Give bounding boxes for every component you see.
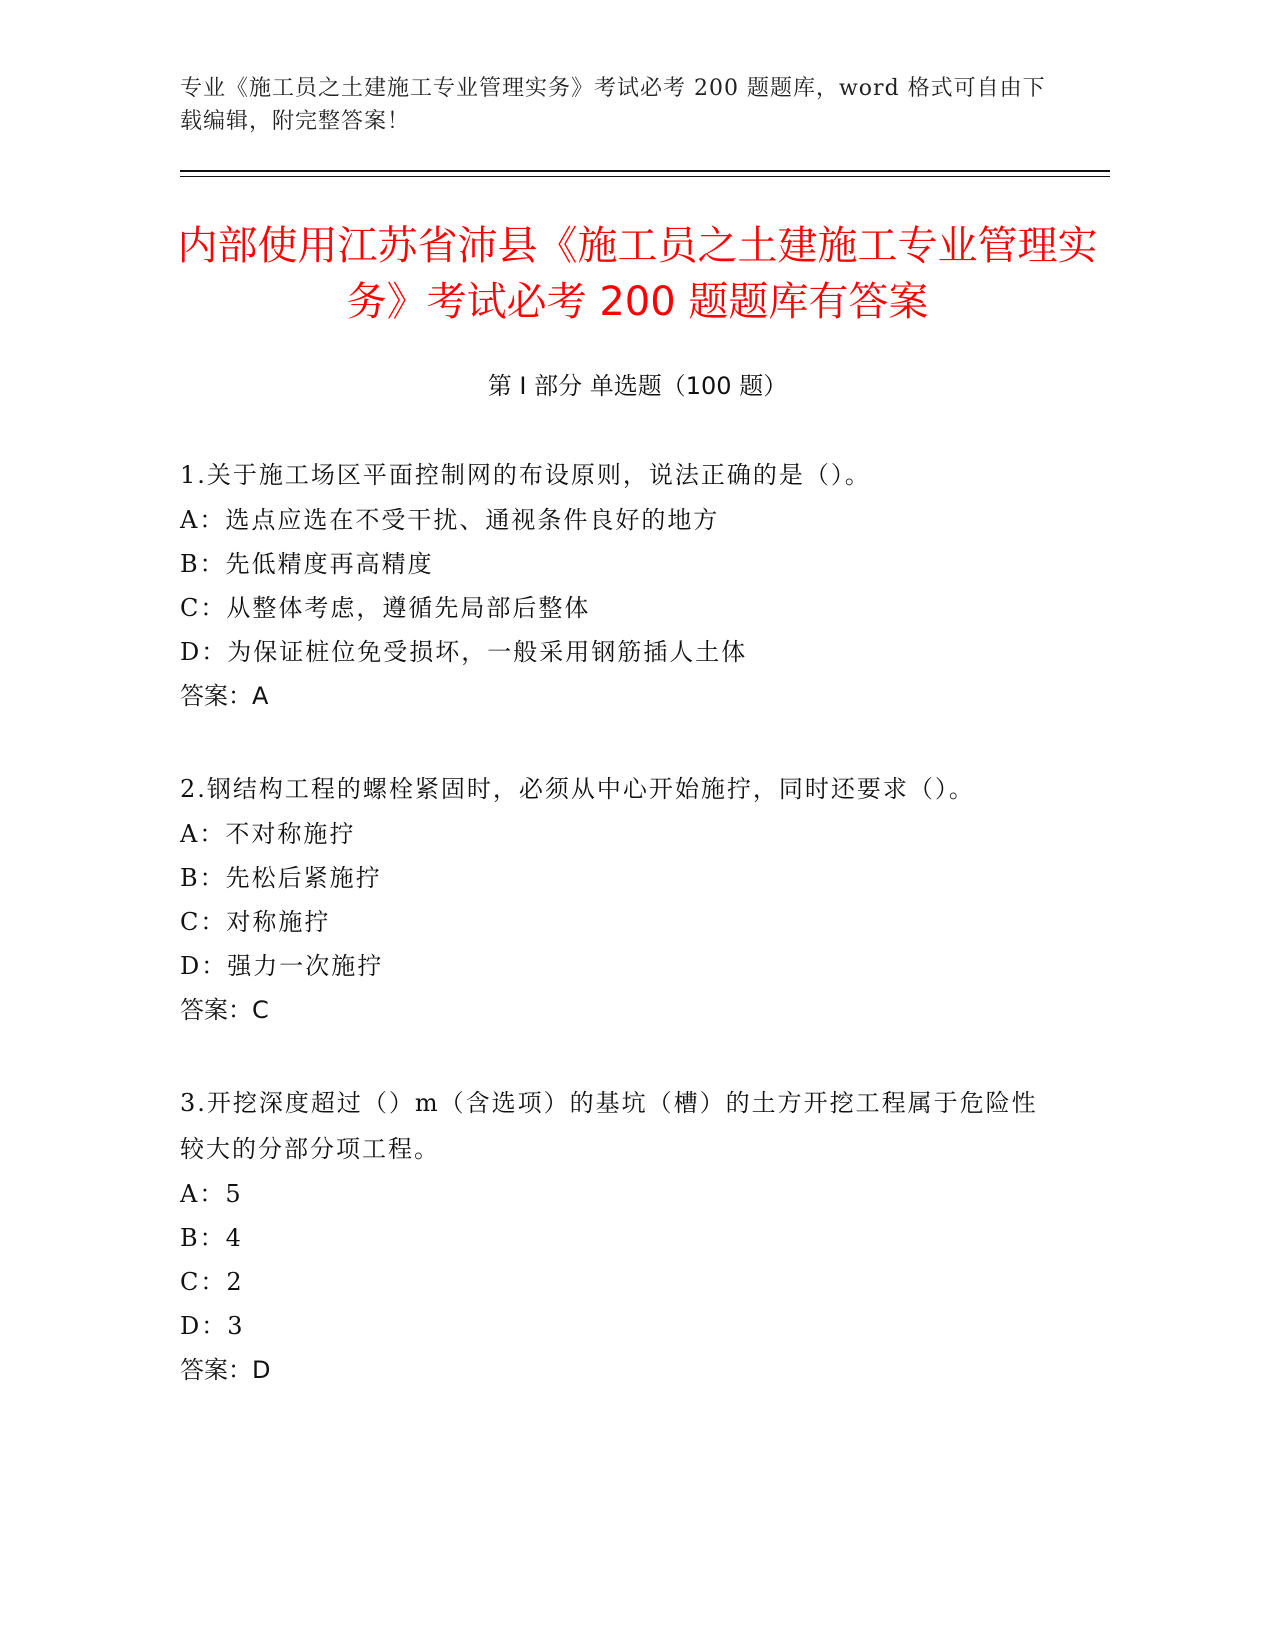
document-title: 内部使用江苏省沛县《施工员之土建施工专业管理实务》考试必考 200 题题库有答案 [177,223,1098,325]
option-c: C：2 [180,1268,244,1296]
option-d: D：为保证桩位免受损坏，一般采用钢筋插人土体 [180,638,748,666]
option-d: D：3 [180,1312,245,1340]
option-b: B：先低精度再高精度 [180,550,434,578]
answer: 答案：D [180,1356,271,1384]
answer: 答案：A [180,682,269,710]
section-title: 第 I 部分 单选题（100 题） [487,372,788,400]
option-c: C：从整体考虑，遵循先局部后整体 [180,594,591,622]
header-divider-thin [180,176,1110,177]
question-stem: 2.钢结构工程的螺栓紧固时，必须从中心开始施拧，同时还要求（）。 [180,775,975,803]
question-stem: 3.开挖深度超过（）m（含选项）的基坑（槽）的土方开挖工程属于危险性较大的分部分项工程。 [180,1089,1038,1163]
question-3 [180,1080,1040,1392]
option-a: A：5 [180,1180,243,1208]
question-1 [180,452,1040,718]
option-c: C：对称施拧 [180,908,331,936]
header-divider-thick [180,170,1110,172]
option-b: B：先松后紧施拧 [180,864,382,892]
option-b: B：4 [180,1224,243,1252]
header-note: 专业《施工员之土建施工专业管理实务》考试必考 200 题题库，word 格式可自由下载编辑，附完整答案！ [180,76,1046,134]
answer: 答案：C [180,996,269,1024]
question-stem: 1.关于施工场区平面控制网的布设原则，说法正确的是（）。 [180,461,871,489]
option-d: D：强力一次施拧 [180,952,384,980]
question-2 [180,766,1040,1032]
option-a: A：选点应选在不受干扰、通视条件良好的地方 [180,506,720,534]
option-a: A：不对称施拧 [180,820,356,848]
question-list [180,452,1040,1440]
